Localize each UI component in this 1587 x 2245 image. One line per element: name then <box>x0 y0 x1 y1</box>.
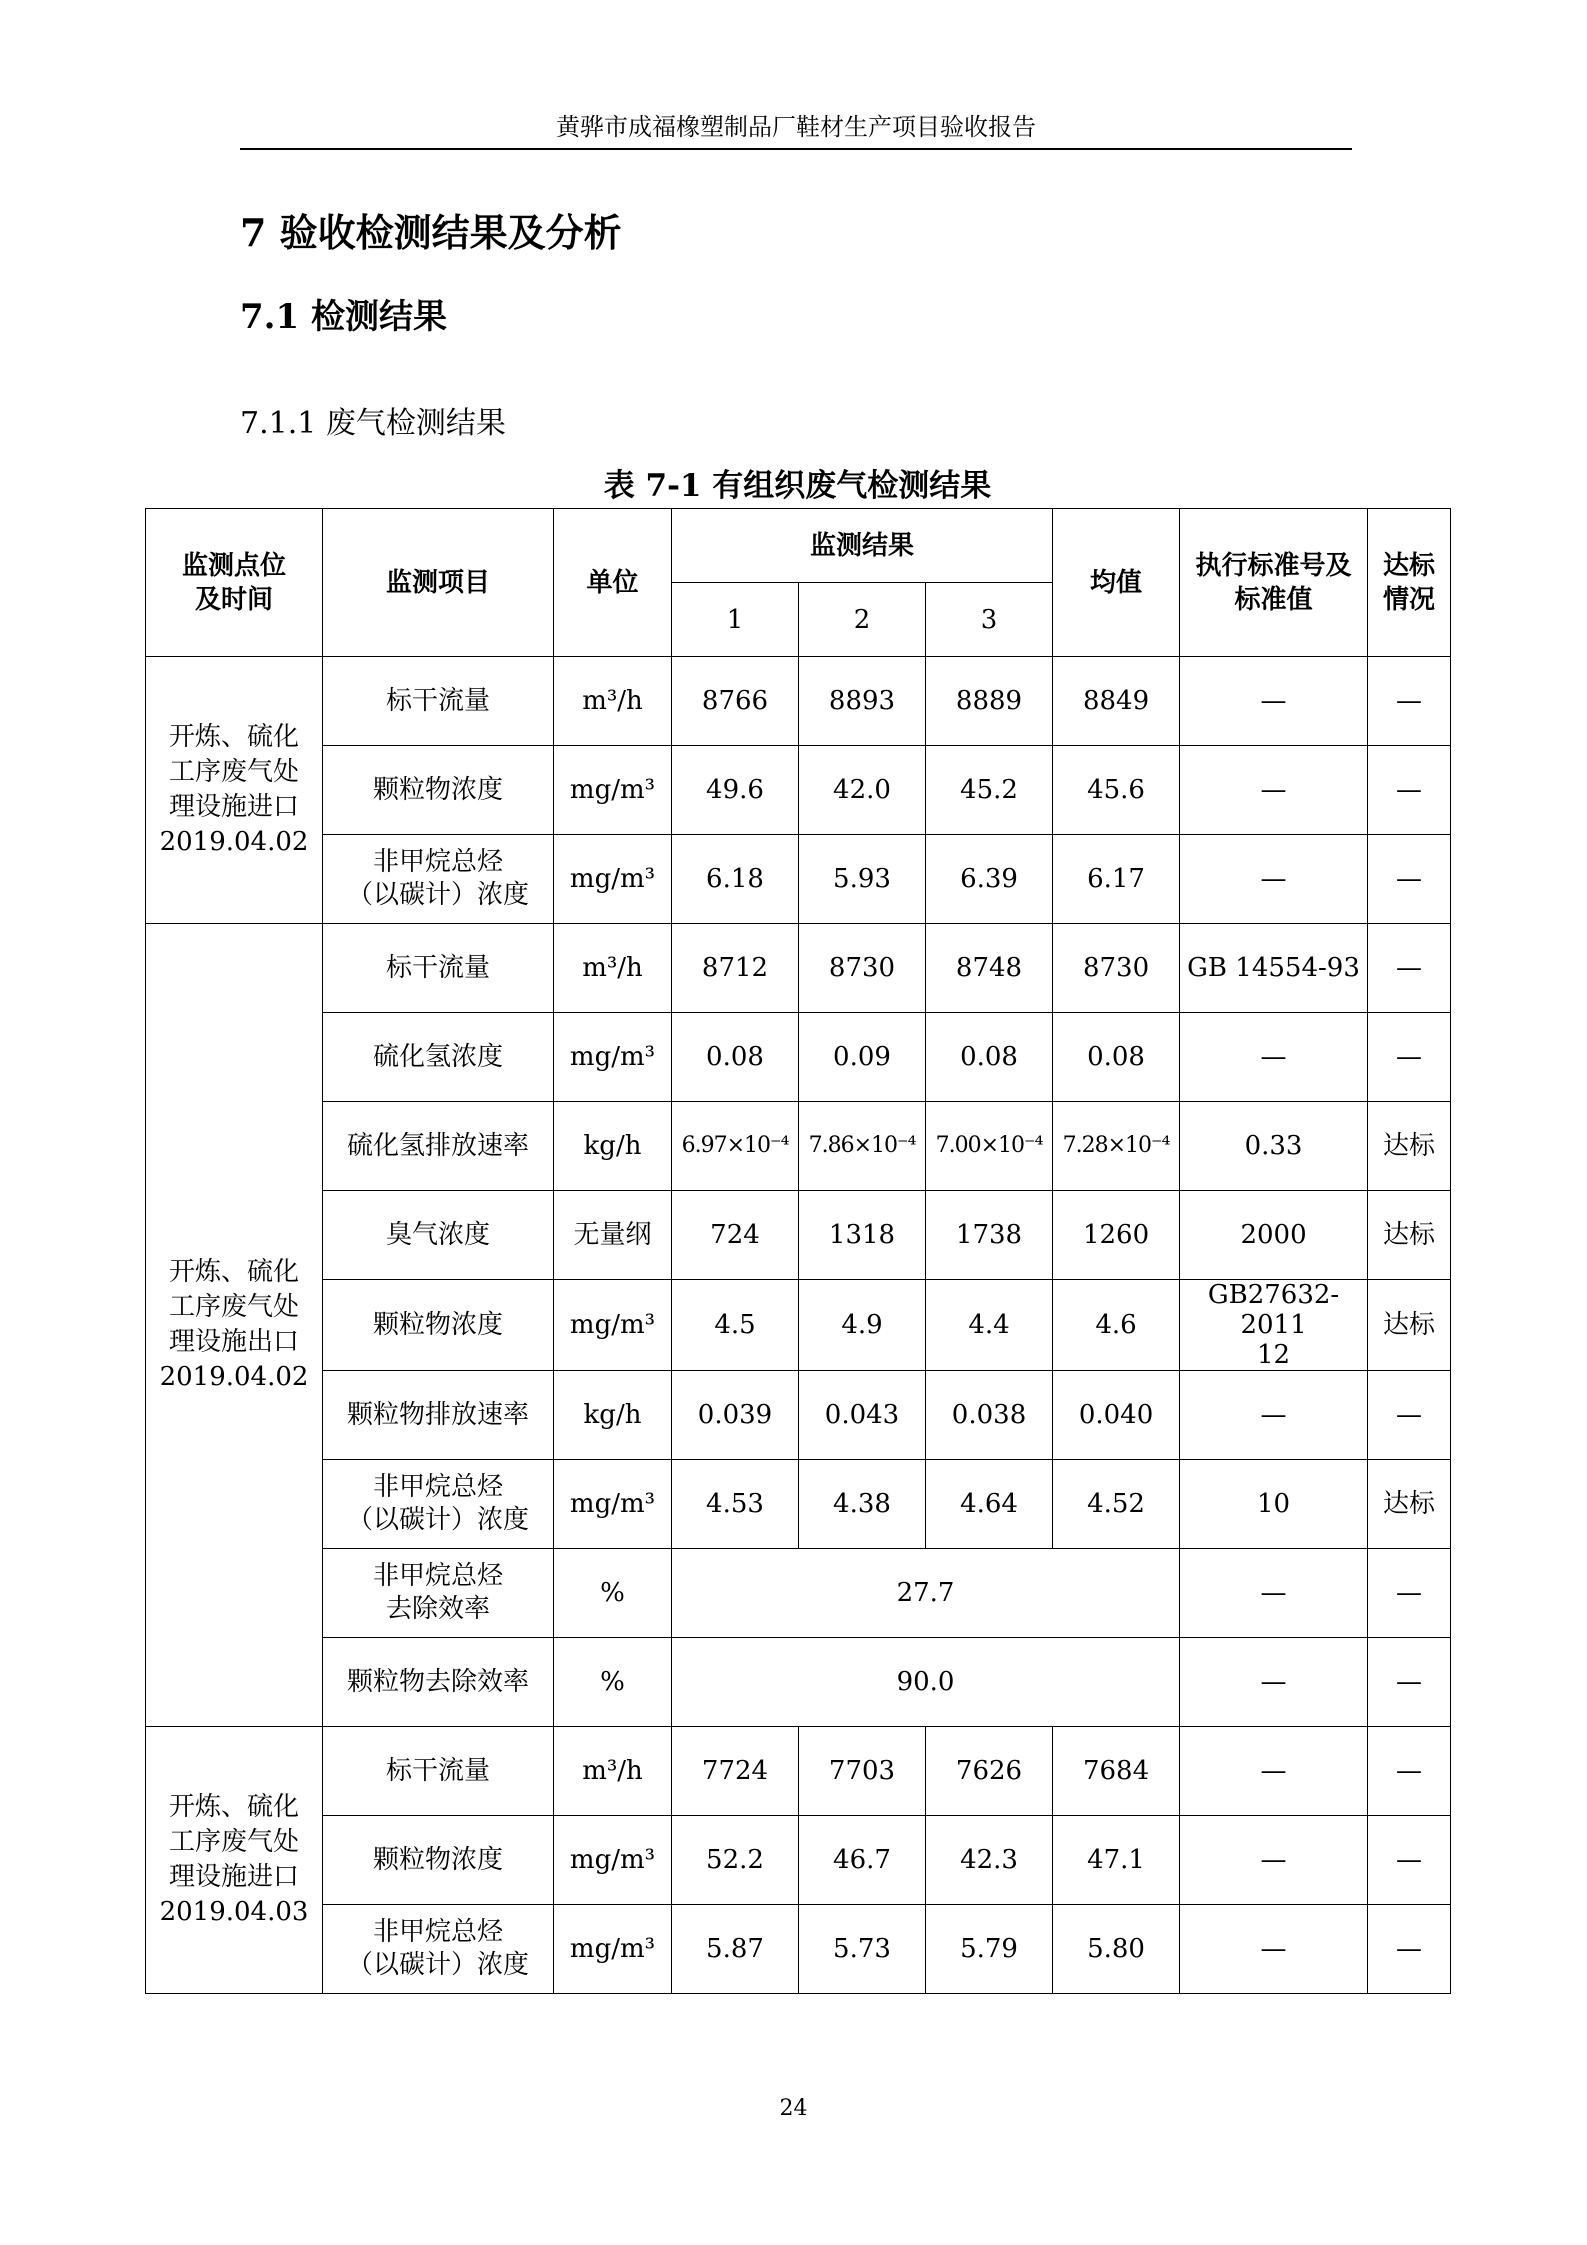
standard-cell: — <box>1180 746 1368 835</box>
table-row <box>146 924 1451 1013</box>
item-cell: 颗粒物浓度 <box>323 1280 554 1371</box>
result-3-cell: 8748 <box>926 924 1053 1013</box>
compliance-cell: — <box>1368 924 1451 1013</box>
compliance-cell: — <box>1368 1727 1451 1816</box>
result-2-cell: 0.043 <box>799 1371 926 1460</box>
unit-cell: kg/h <box>554 1371 672 1460</box>
location-cell: 开炼、硫化 工序废气处 理设施进口 2019.04.02 <box>146 657 323 924</box>
result-1-cell: 8766 <box>672 657 799 746</box>
emission-results-table <box>145 508 1451 1994</box>
result-1-cell: 4.53 <box>672 1460 799 1549</box>
result-3-cell: 5.79 <box>926 1905 1053 1994</box>
result-1-cell: 6.18 <box>672 835 799 924</box>
result-1-cell: 52.2 <box>672 1816 799 1905</box>
item-cell: 标干流量 <box>323 657 554 746</box>
header-item: 监测项目 <box>323 509 554 657</box>
compliance-cell: — <box>1368 657 1451 746</box>
result-3-cell: 4.64 <box>926 1460 1053 1549</box>
compliance-cell: — <box>1368 1549 1451 1638</box>
unit-cell: 无量纲 <box>554 1191 672 1280</box>
header-unit: 单位 <box>554 509 672 657</box>
unit-cell: m³/h <box>554 924 672 1013</box>
compliance-cell: — <box>1368 746 1451 835</box>
item-cell: 颗粒物去除效率 <box>323 1638 554 1727</box>
item-cell: 硫化氢排放速率 <box>323 1102 554 1191</box>
result-3-cell: 6.39 <box>926 835 1053 924</box>
result-3-cell: 42.3 <box>926 1816 1053 1905</box>
standard-cell: — <box>1180 1816 1368 1905</box>
result-2-cell: 8730 <box>799 924 926 1013</box>
mean-cell: 8730 <box>1053 924 1180 1013</box>
mean-cell: 1260 <box>1053 1191 1180 1280</box>
standard-cell: GB27632-2011 12 <box>1180 1280 1368 1371</box>
compliance-cell: — <box>1368 1816 1451 1905</box>
result-1-cell: 724 <box>672 1191 799 1280</box>
result-merged-cell: 90.0 <box>672 1638 1180 1727</box>
unit-cell: mg/m³ <box>554 1280 672 1371</box>
result-2-cell: 42.0 <box>799 746 926 835</box>
table-row <box>146 1905 1451 1994</box>
result-2-cell: 5.73 <box>799 1905 926 1994</box>
table-row <box>146 1191 1451 1280</box>
item-cell: 颗粒物排放速率 <box>323 1371 554 1460</box>
result-1-cell: 6.97×10⁻⁴ <box>672 1102 799 1191</box>
mean-cell: 6.17 <box>1053 835 1180 924</box>
result-merged-cell: 27.7 <box>672 1549 1180 1638</box>
unit-cell: mg/m³ <box>554 1816 672 1905</box>
result-3-cell: 7626 <box>926 1727 1053 1816</box>
compliance-cell: — <box>1368 835 1451 924</box>
mean-cell: 45.6 <box>1053 746 1180 835</box>
header-standard: 执行标准号及 标准值 <box>1180 509 1368 657</box>
standard-cell: — <box>1180 1905 1368 1994</box>
item-cell: 非甲烷总烃 （以碳计）浓度 <box>323 1460 554 1549</box>
table-row <box>146 1371 1451 1460</box>
result-2-cell: 8893 <box>799 657 926 746</box>
result-1-cell: 49.6 <box>672 746 799 835</box>
header-rule <box>240 148 1352 150</box>
result-2-cell: 46.7 <box>799 1816 926 1905</box>
result-2-cell: 0.09 <box>799 1013 926 1102</box>
compliance-cell: 达标 <box>1368 1102 1451 1191</box>
standard-cell: 10 <box>1180 1460 1368 1549</box>
section-heading: 7.1 检测结果 <box>240 297 447 337</box>
item-cell: 颗粒物浓度 <box>323 746 554 835</box>
unit-cell: m³/h <box>554 657 672 746</box>
standard-cell: GB 14554-93 <box>1180 924 1368 1013</box>
header-run-3: 3 <box>926 583 1053 657</box>
header-compliance: 达标 情况 <box>1368 509 1451 657</box>
table-body <box>146 657 1451 1994</box>
mean-cell: 7684 <box>1053 1727 1180 1816</box>
unit-cell: mg/m³ <box>554 835 672 924</box>
item-cell: 标干流量 <box>323 924 554 1013</box>
standard-cell: — <box>1180 1013 1368 1102</box>
unit-cell: mg/m³ <box>554 1013 672 1102</box>
result-3-cell: 4.4 <box>926 1280 1053 1371</box>
result-2-cell: 4.38 <box>799 1460 926 1549</box>
mean-cell: 8849 <box>1053 657 1180 746</box>
standard-cell: — <box>1180 1371 1368 1460</box>
unit-cell: mg/m³ <box>554 1905 672 1994</box>
location-cell: 开炼、硫化 工序废气处 理设施进口 2019.04.03 <box>146 1727 323 1994</box>
header-results: 监测结果 <box>672 509 1053 583</box>
unit-cell: kg/h <box>554 1102 672 1191</box>
table-row <box>146 1460 1451 1549</box>
header-run-2: 2 <box>799 583 926 657</box>
compliance-cell: 达标 <box>1368 1191 1451 1280</box>
result-1-cell: 4.5 <box>672 1280 799 1371</box>
standard-cell: — <box>1180 1727 1368 1816</box>
table-row <box>146 1280 1451 1371</box>
result-3-cell: 0.08 <box>926 1013 1053 1102</box>
result-3-cell: 8889 <box>926 657 1053 746</box>
table-row <box>146 657 1451 746</box>
mean-cell: 4.6 <box>1053 1280 1180 1371</box>
table-row <box>146 835 1451 924</box>
compliance-cell: — <box>1368 1371 1451 1460</box>
mean-cell: 5.80 <box>1053 1905 1180 1994</box>
result-2-cell: 1318 <box>799 1191 926 1280</box>
compliance-cell: — <box>1368 1905 1451 1994</box>
mean-cell: 0.040 <box>1053 1371 1180 1460</box>
page-header-title: 黄骅市成福橡塑制品厂鞋材生产项目验收报告 <box>556 113 1036 141</box>
header-run-1: 1 <box>672 583 799 657</box>
mean-cell: 0.08 <box>1053 1013 1180 1102</box>
standard-cell: 0.33 <box>1180 1102 1368 1191</box>
result-1-cell: 7724 <box>672 1727 799 1816</box>
standard-cell: — <box>1180 657 1368 746</box>
compliance-cell: — <box>1368 1638 1451 1727</box>
location-cell: 开炼、硫化 工序废气处 理设施出口 2019.04.02 <box>146 924 323 1727</box>
table-row <box>146 1013 1451 1102</box>
compliance-cell: — <box>1368 1013 1451 1102</box>
item-cell: 臭气浓度 <box>323 1191 554 1280</box>
item-cell: 非甲烷总烃 去除效率 <box>323 1549 554 1638</box>
mean-cell: 4.52 <box>1053 1460 1180 1549</box>
chapter-heading: 7 验收检测结果及分析 <box>240 210 622 255</box>
unit-cell: % <box>554 1638 672 1727</box>
result-3-cell: 7.00×10⁻⁴ <box>926 1102 1053 1191</box>
result-1-cell: 0.08 <box>672 1013 799 1102</box>
compliance-cell: 达标 <box>1368 1460 1451 1549</box>
result-3-cell: 1738 <box>926 1191 1053 1280</box>
result-1-cell: 8712 <box>672 924 799 1013</box>
unit-cell: mg/m³ <box>554 1460 672 1549</box>
result-1-cell: 0.039 <box>672 1371 799 1460</box>
item-cell: 非甲烷总烃 （以碳计）浓度 <box>323 835 554 924</box>
table-row <box>146 746 1451 835</box>
result-2-cell: 7703 <box>799 1727 926 1816</box>
unit-cell: % <box>554 1549 672 1638</box>
result-3-cell: 45.2 <box>926 746 1053 835</box>
standard-cell: — <box>1180 1549 1368 1638</box>
standard-cell: — <box>1180 835 1368 924</box>
table-row <box>146 1816 1451 1905</box>
result-2-cell: 4.9 <box>799 1280 926 1371</box>
standard-cell: 2000 <box>1180 1191 1368 1280</box>
compliance-cell: 达标 <box>1368 1280 1451 1371</box>
item-cell: 非甲烷总烃 （以碳计）浓度 <box>323 1905 554 1994</box>
table-row <box>146 1549 1451 1638</box>
result-3-cell: 0.038 <box>926 1371 1053 1460</box>
table-row <box>146 1638 1451 1727</box>
result-2-cell: 5.93 <box>799 835 926 924</box>
result-1-cell: 5.87 <box>672 1905 799 1994</box>
header-mean: 均值 <box>1053 509 1180 657</box>
mean-cell: 47.1 <box>1053 1816 1180 1905</box>
item-cell: 颗粒物浓度 <box>323 1816 554 1905</box>
unit-cell: m³/h <box>554 1727 672 1816</box>
unit-cell: mg/m³ <box>554 746 672 835</box>
item-cell: 硫化氢浓度 <box>323 1013 554 1102</box>
header-location: 监测点位 及时间 <box>146 509 323 657</box>
mean-cell: 7.28×10⁻⁴ <box>1053 1102 1180 1191</box>
table-caption: 表 7-1 有组织废气检测结果 <box>603 468 992 504</box>
page-number: 24 <box>779 2096 808 2121</box>
table-row <box>146 1727 1451 1816</box>
subsection-heading: 7.1.1 废气检测结果 <box>240 406 506 441</box>
result-2-cell: 7.86×10⁻⁴ <box>799 1102 926 1191</box>
item-cell: 标干流量 <box>323 1727 554 1816</box>
table-row <box>146 1102 1451 1191</box>
standard-cell: — <box>1180 1638 1368 1727</box>
